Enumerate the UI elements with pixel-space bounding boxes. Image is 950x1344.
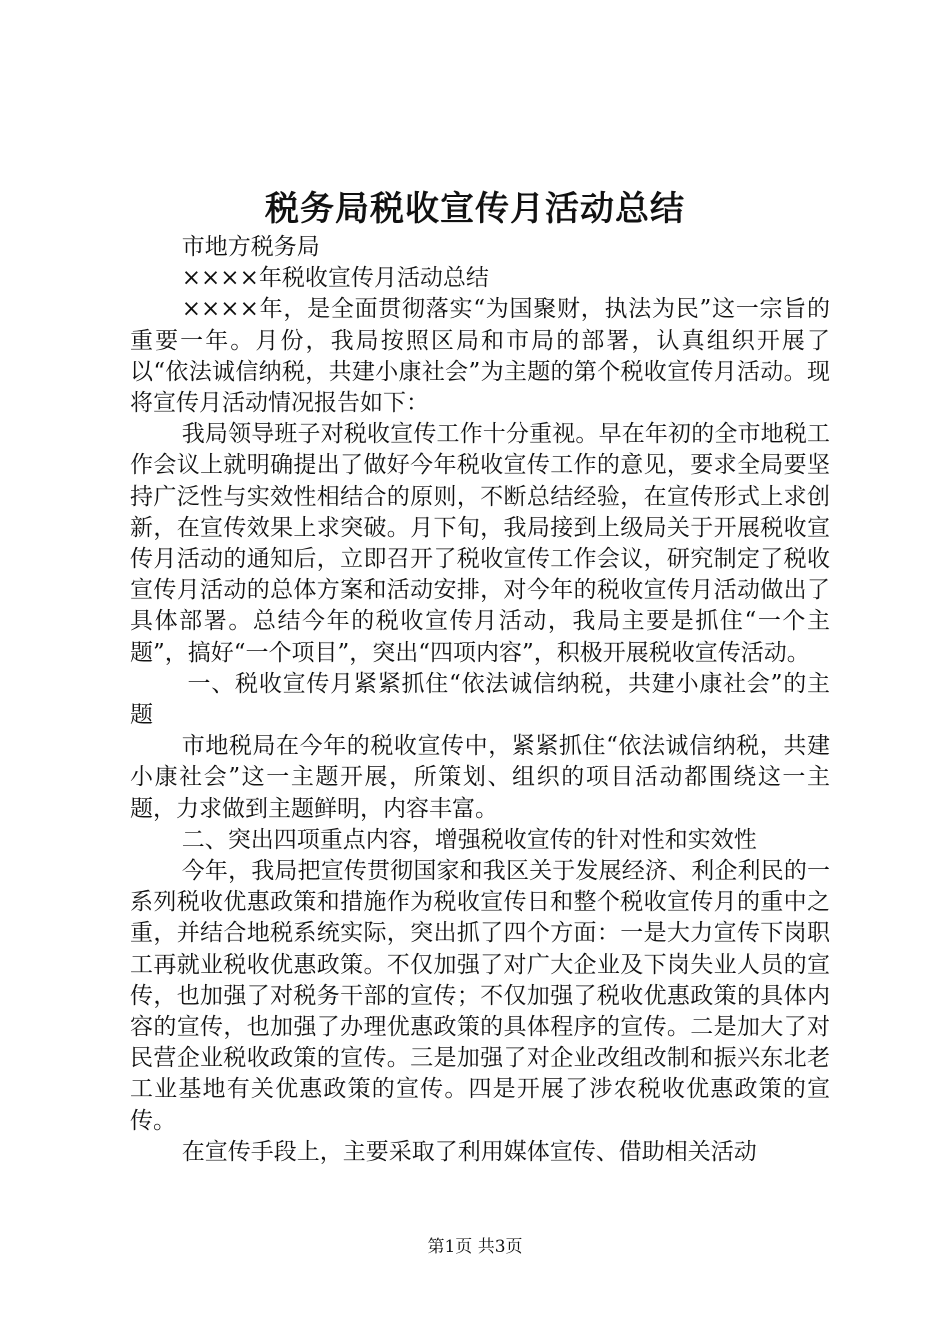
paragraph-leadership: 我局领导班子对税收宣传工作十分重视。早在年初的全市地税工作会议上就明确提出了做好今年税收宣传工作的意见，要求全局要坚持广泛性与实效性相结合的原则，不断总结经验，在宣传形式上求创新，在宣传效果上求突破。月下旬，我局接到上级局关于开展税收宣传月活动的通知后，立即召开了税收宣传工作会议，研究制定了税收宣传月活动的总体方案和活动安排，对今年的税收宣传月活动做出了具体部署。总结今年的税收宣传月活动，我局主要是抓住“一个主题”，搞好“一个项目”，突出“四项内容”，积极开展税收宣传活动。 <box>130 421 830 666</box>
paragraph-methods: 在宣传手段上，主要采取了利用媒体宣传、借助相关活动 <box>181 1138 757 1165</box>
issuer-line: 市地方税务局 <box>181 234 320 260</box>
section-heading-2: 二、突出四项重点内容，增强税收宣传的针对性和实效性 <box>181 826 757 853</box>
section-heading-1: 一、税收宣传月紧紧抓住“依法诚信纳税，共建小康社会”的主题 <box>130 670 830 729</box>
subtitle-line: ××××年税收宣传月活动总结 <box>181 265 489 292</box>
page-indicator: 第1页 共3页 <box>427 1237 523 1257</box>
document-title: 税务局税收宣传月活动总结 <box>265 189 685 229</box>
paragraph-intro: ××××年，是全面贯彻落实“为国聚财，执法为民”这一宗旨的重要一年。月份，我局按照区局和市局的部署，认真组织开展了以“依法诚信纳税，共建小康社会”为主题的第个税收宣传月活动。现将宣传月活动情况报告如下： <box>130 296 830 417</box>
document-body <box>130 232 830 1168</box>
paragraph-theme: 市地税局在今年的税收宣传中，紧紧抓住“依法诚信纳税，共建小康社会”这一主题开展，所策划、组织的项目活动都围绕这一主题，力求做到主题鲜明，内容丰富。 <box>130 733 830 822</box>
paragraph-four-contents: 今年，我局把宣传贯彻国家和我区关于发展经济、利企利民的一系列税收优惠政策和措施作为税收宣传日和整个税收宣传月的重中之重，并结合地税系统实际，突出抓了四个方面：一是大力宣传下岗职工再就业税收优惠政策。不仅加强了对广大企业及下岗失业人员的宣传，也加强了对税务干部的宣传；不仅加强了税收优惠政策的具体内容的宣传，也加强了办理优惠政策的具体程序的宣传。二是加大了对民营企业税收政策的宣传。三是加强了对企业改组改制和振兴东北老工业基地有关优惠政策的宣传。四是开展了涉农税收优惠政策的宣传。 <box>130 858 830 1134</box>
